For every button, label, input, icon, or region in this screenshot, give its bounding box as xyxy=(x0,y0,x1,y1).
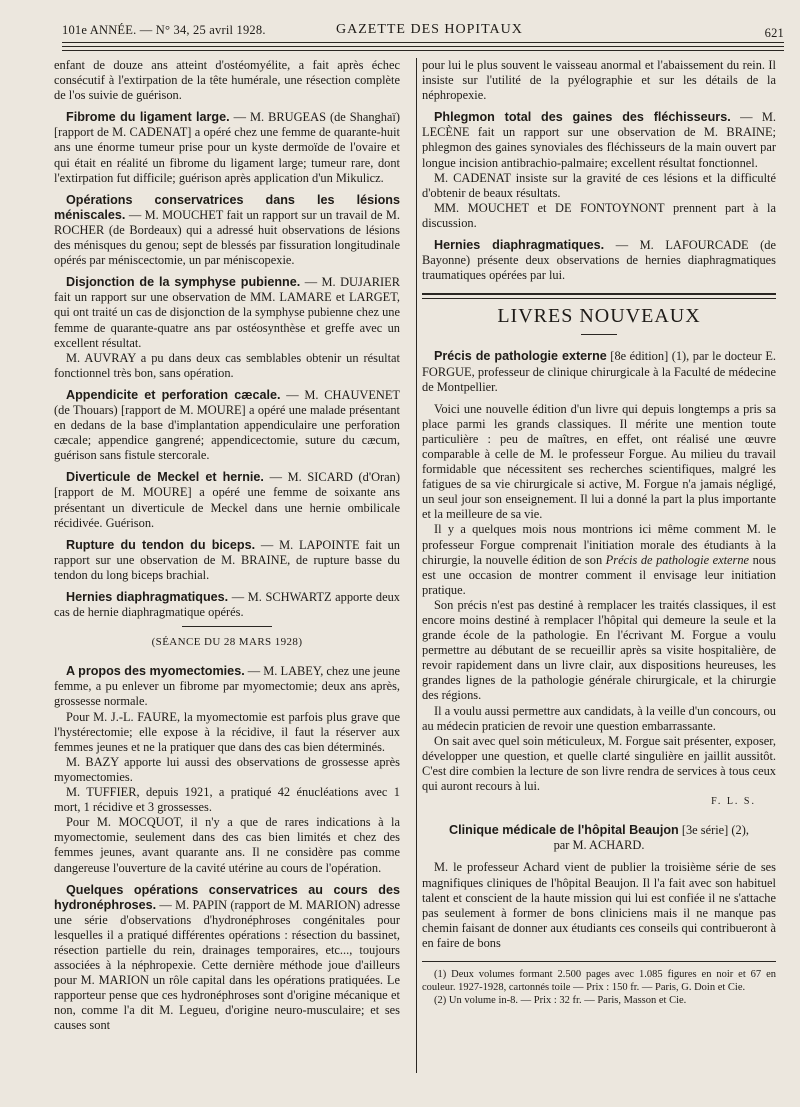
paragraph: M. BAZY apporte lui aussi des observations de grossesse après myomectomies. xyxy=(54,754,400,784)
footnote: (1) Deux volumes formant 2.500 pages avec 1.085 figures en noir et 67 en couleur. 1927-1928, cartonnés toile — Prix : 150 fr. — Paris, G. Doin et Cie. xyxy=(422,968,776,993)
text-run: nous est une occasion de montrer comment il envisage leur initiation pratique. xyxy=(422,552,776,597)
article-biceps xyxy=(54,538,400,583)
paragraph: M. AUVRAY a pu dans deux cas semblables obtenir un résultat fonctionnel très bon, sans opération. xyxy=(54,350,400,380)
section-title: LIVRES NOUVEAUX xyxy=(497,305,701,328)
article-appendicite xyxy=(54,388,400,463)
article-text: — M. MOUCHET fait un rapport sur un travail de M. ROCHER (de Bordeaux) qui a adressé huit observations de lésions des ménisques du genou; sept de blessés par fissuration longitudinale opérés par méniscectomie, un par méniscopexie. xyxy=(54,207,400,268)
article-fibrome xyxy=(54,110,400,185)
book-title: Précis de pathologie externe xyxy=(434,349,607,364)
article-title: Hernies diaphragmatiques. xyxy=(66,590,229,604)
article-text: — M. LAPOINTE fait un rapport sur une observation de M. BRAINE, de rupture basse du tendon du long biceps brachial. xyxy=(54,537,401,582)
left-column xyxy=(54,58,400,1034)
header-rule xyxy=(62,46,784,47)
article-title: Fibrome du ligament large. xyxy=(66,110,230,125)
paragraph xyxy=(422,522,776,597)
book-details: [3e série] (2), xyxy=(678,823,749,838)
text-run: Il y a quelques mois nous montrions ici même comment M. le professeur Forgue comprenait l'initiation morale des étudiants à la chirurgie, la nouvelle édition de son xyxy=(422,522,776,567)
book-details: [8e édition] (1), par le docteur E. FORGUE, professeur de clinique chirurgicale à la Faculté de médecine de Montpellier. xyxy=(422,349,776,394)
divider xyxy=(581,334,617,335)
page-header xyxy=(62,20,784,42)
article-text: — M. PAPIN (rapport de M. MARION) adresse une série d'observations d'hydronéphroses congénitales pour lesquelles il a pratiqué différentes opérations : résection du bassinet, résection partielle du rein, drainages temporaires, etc..., toujours associées à la néphropexie. Cette dernière méthode joue d'ailleurs pour M. MARION un rôle capital dans les opérations pratiquées. Le rapporteur pense que ces hydronéphroses sont d'origine mécanique et non, comme l'a dit M. Legueu, d'origine neuro-musculaire; et ses causes sont xyxy=(54,897,400,1033)
footnote: (2) Un volume in-8. — Prix : 32 fr. — Paris, Masson et Cie. xyxy=(434,994,687,1006)
article-title: A propos des myomectomies. xyxy=(66,664,245,679)
section-rule xyxy=(422,298,776,299)
book-author: par M. ACHARD. xyxy=(553,838,645,853)
column-separator xyxy=(416,58,417,1073)
issue-info: 101e ANNÉE. — N° 34, 25 avril 1928. xyxy=(62,23,266,37)
article-title: Quelques opérations conservatrices au cours des hydronéphroses. xyxy=(54,882,400,912)
article-title: Hernies diaphragmatiques. xyxy=(434,238,605,253)
article-text: — M. CHAUVENET (de Thouars) [rapport de M. MOURE] a opéré une malade présentant en dedans de la base d'implantation appendiculaire une perforation cæcale; appendice gangrené; appendicectomie, suture du cæcum, guérison sans fistule stercorale. xyxy=(54,387,400,463)
article-disjonction xyxy=(54,275,400,350)
article-title: Phlegmon total des gaines des fléchisseurs. xyxy=(434,110,731,125)
article-title: Rupture du tendon du biceps. xyxy=(66,537,256,552)
article-hernies-2 xyxy=(422,238,776,283)
article-text: — M. SCHWARTZ apporte deux cas de hernie diaphragmatique opérés. xyxy=(54,590,401,620)
journal-title: GAZETTE DES HOPITAUX xyxy=(336,22,523,37)
article-title: Opérations conservatrices dans les lésions méniscales. xyxy=(54,192,400,222)
article-text: — M. BRUGEAS (de Shanghaï) [rapport de M. CADENAT] a opéré chez une femme de quarante-huit ans une énorme tumeur prise pour un kyste dermoïde de l'ovaire et qui était en réalité un fibrome du ligament large; tumeur rare, dont l'extirpation fut difficile; guérison après application d'un Mikulicz. xyxy=(54,110,401,185)
section-rule xyxy=(422,293,776,295)
article-text: — M. DUJARIER fait un rapport sur une observation de MM. LAMARE et LARGET, qui ont traité un cas de disjonction de la symphyse pubienne chez une femme de quarante-quatre ans par ostéosynthèse et greffe avec un excellent résultat. xyxy=(54,275,400,350)
paragraph: M. CADENAT insiste sur la gravité de ces lésions et la difficulté d'obtenir de beaux résultats. xyxy=(422,170,776,200)
paragraph: M. le professeur Achard vient de publier la troisième série de ses magnifiques cliniques de l'hôpital Beaujon. Il l'a fait avec son habituel talent et conscient de la haute mission qui lui est confiée il ne s'attache pas seulement à former de bons cliniciens mais il ne manque pas chemin faisant de donner aux étudiants ces conseils qui contribueront à en faire de bons xyxy=(422,860,776,950)
book-title-italic: Précis de pathologie externe xyxy=(605,552,750,567)
footnote-rule xyxy=(422,961,776,962)
article-text: — M. SICARD (d'Oran) [rapport de M. MOURE] a opéré une femme de soixante ans présentant un diverticule de Meckel dans une hernie ombilicale récidivée. Guérison. xyxy=(54,470,400,530)
right-column xyxy=(422,58,776,1007)
paragraph: Pour M. MOCQUOT, il n'y a que de rares indications à la myomectomie, seulement dans des cas bien limités et chez des femmes jeunes, avant quarante ans. Il ne considère pas comme dangereuse l'ouverture de la cavité utérine au cours de l'opération. xyxy=(54,815,400,875)
header-rule xyxy=(62,50,784,51)
paragraph: Il a voulu aussi permettre aux candidats, à la veille d'un concours, ou au médecin praticien de revoir une question embarrassante. xyxy=(422,703,776,733)
divider xyxy=(182,626,272,627)
article-hydronephroses xyxy=(54,883,400,1034)
article-title: Appendicite et perforation cæcale. xyxy=(66,387,281,402)
session-heading: (SÉANCE DU 28 MARS 1928) xyxy=(151,636,303,649)
paragraph: M. TUFFIER, depuis 1921, a pratiqué 42 énucléations avec 1 mort, 1 récidive et 3 grossesses. xyxy=(54,785,400,815)
article-hernies xyxy=(54,590,400,620)
paragraph: pour lui le plus souvent le vaisseau anormal et l'abaissement du rein. Il insiste sur l'utilité de la pyélographie et sur les détails de la néphropexie. xyxy=(422,58,776,103)
paragraph: Son précis n'est pas destiné à remplacer les traités classiques, il est encore moins destiné à remplacer l'hôpital qui demeure la seule et la grande école de la pathologie. En l'écrivant M. Forgue a voulu permettre au débutant de se recueillir après sa visite hospitalière, de revoir rapidement dans un livre clair, aux dispositions heureuses, les grandes lignes de la pathologie générale chirurgicale, et la chirurgie des régions. xyxy=(422,597,776,703)
paragraph: Voici une nouvelle édition d'un livre qui depuis longtemps a pris sa place parmi les grands classiques. Il mérite une mention toute particulière : peu de maîtres, en effet, ont réalisé une œuvre comparable à celle de M. le professeur Forgue. Au milieu du travail formidable que nécessitent ses recherches scientifiques, malgré les fatigues de sa vie chirurgicale si active, M. Forgue n'a jamais négligé, un seul jour son enseignement. Il lui a donné la part la plus importante et la meilleure de sa vie. xyxy=(422,401,776,522)
article-title: Disjonction de la symphyse pubienne. xyxy=(66,275,301,290)
book-review-heading xyxy=(422,349,776,394)
paragraph: Pour M. J.-L. FAURE, la myomectomie est parfois plus grave que l'hystérectomie; elle expose à la récidive, il faut la réserver aux femmes jeunes et ne la pratiquer que dans des cas bien déterminés. xyxy=(54,709,400,754)
header-rule xyxy=(62,42,784,43)
book-title: Clinique médicale de l'hôpital Beaujon xyxy=(449,823,679,838)
paragraph: MM. MOUCHET et DE FONTOYNONT prennent part à la discussion. xyxy=(422,200,776,230)
article-menisc xyxy=(54,193,400,268)
paragraph: On sait avec quel soin méticuleux, M. Forgue sait présenter, exposer, développer une question, et quelle clarté singulière en jaillit aussitôt. C'est dire combien la lecture de son livre rendra de services à tous ceux qui auront recours à lui. xyxy=(422,733,776,794)
article-meckel xyxy=(54,470,400,530)
article-myomectomies xyxy=(54,664,400,709)
article-text: — M. LECÈNE fait un rapport sur une observation de M. BRAINE; phlegmon des gaines synoviales des fléchisseurs de la main ouvert par longue incision antibrachio-palmaire; excellent résultat fonctionnel. xyxy=(422,110,777,170)
article-text: — M. LABEY, chez une jeune femme, a pu enlever un fibrome par myomectomie; deux ans après, grossesse normale. xyxy=(54,664,401,709)
book-review-heading xyxy=(422,823,776,838)
article-title: Diverticule de Meckel et hernie. xyxy=(66,470,264,485)
paragraph: enfant de douze ans atteint d'ostéomyélite, a fait après échec consécutif à l'extirpation de la tête humérale, une résection complète de l'os suivie de guérison. xyxy=(54,58,400,103)
signature: F. L. S. xyxy=(711,796,756,808)
article-text: — M. LAFOURCADE (de Bayonne) présente deux observations de hernies diaphragmatiques traumatiques opérées par lui. xyxy=(422,238,777,283)
page-number: 621 xyxy=(764,26,784,40)
article-phlegmon xyxy=(422,110,776,170)
